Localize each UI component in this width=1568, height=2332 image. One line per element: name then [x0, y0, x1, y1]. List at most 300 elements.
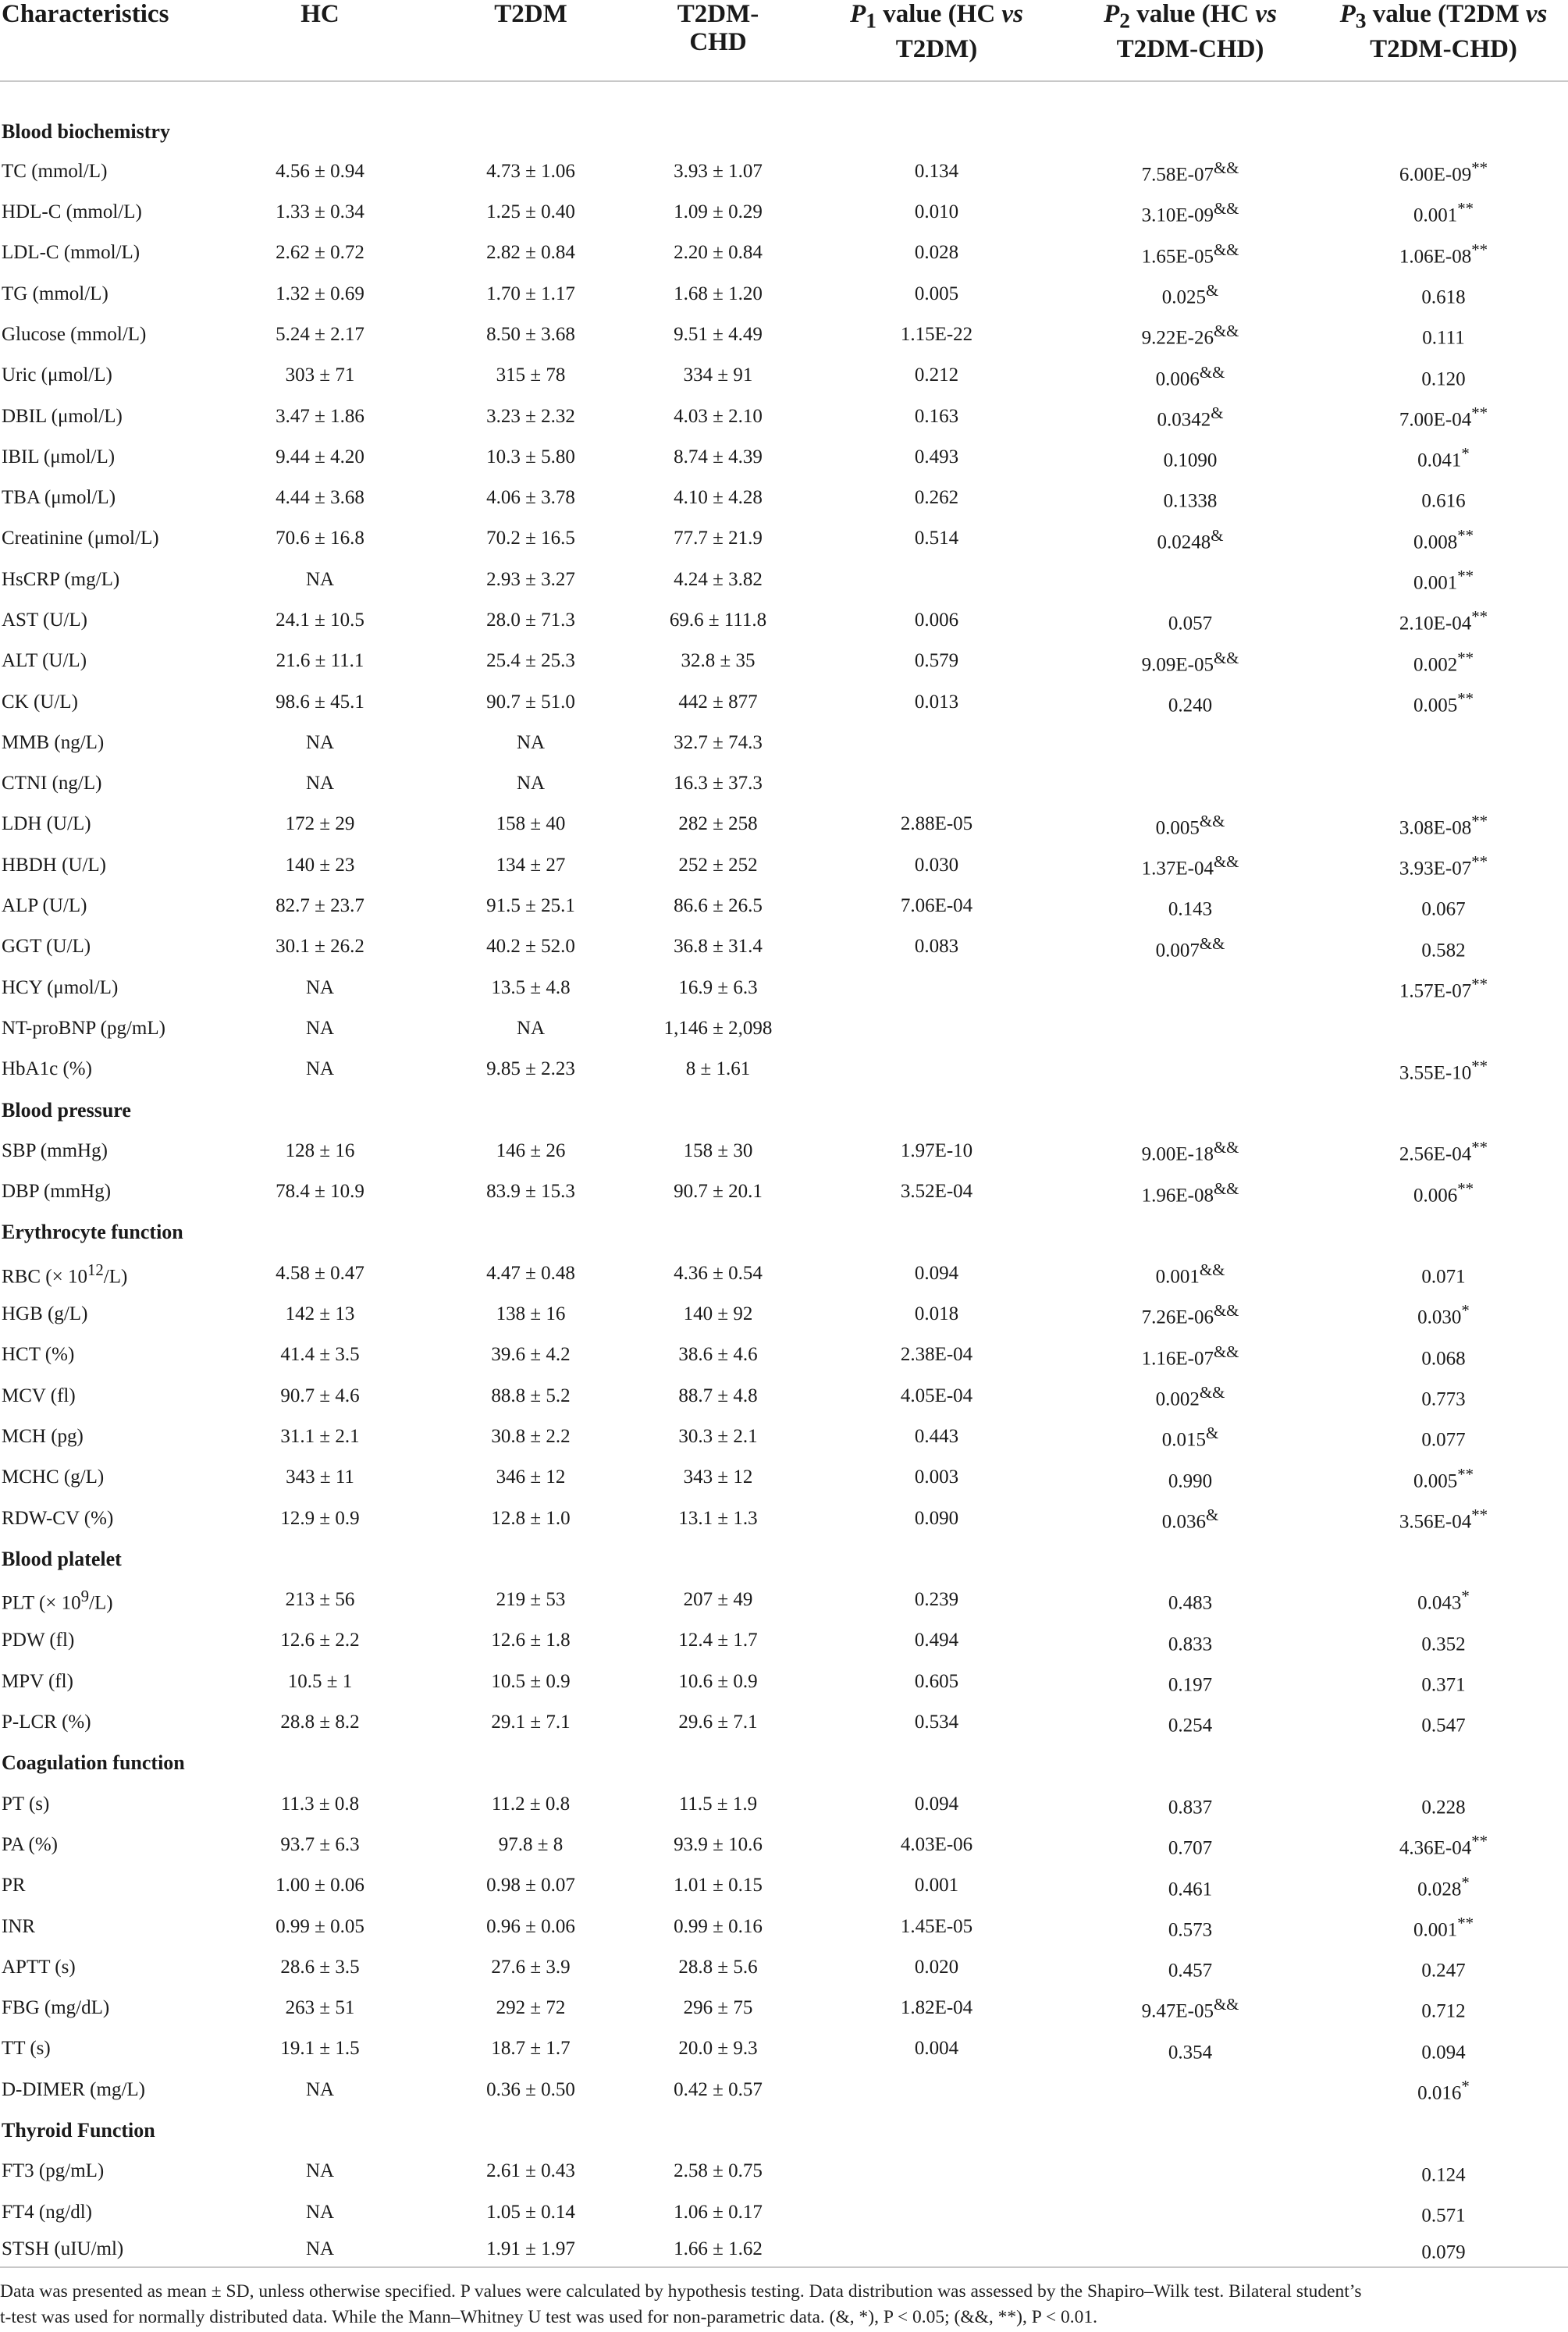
row-label-text: APTT (s) [2, 1956, 76, 1978]
cell-p1: 0.134 [914, 160, 959, 182]
cell-hc: NA [305, 2238, 335, 2259]
table-row [0, 192, 1568, 233]
row-label [0, 1580, 203, 1620]
cell-t2dm-chd: 10.6 ± 0.9 [678, 1670, 758, 1692]
cell-p3-value: 0.071 [1421, 1266, 1466, 1288]
row-label-text: TT (s) [2, 2038, 51, 2060]
cell-p3-mark: * [1461, 1872, 1470, 1892]
table-row [0, 355, 1568, 396]
cell-p2-mark: && [1199, 1382, 1225, 1402]
cell-hc: NA [305, 731, 335, 753]
cell-hc: 9.44 ± 4.20 [276, 446, 364, 467]
row-label [0, 926, 203, 967]
cell-t2dm: 4.47 ± 0.48 [486, 1262, 575, 1284]
row-label-text: FT3 (pg/mL) [2, 2160, 105, 2182]
cell-p1: 0.090 [914, 1507, 959, 1529]
table-row [0, 1457, 1568, 1498]
cell-p3 [1319, 1049, 1568, 1090]
cell-p3-mark: ** [1457, 525, 1474, 545]
cell-p3-mark: ** [1471, 1832, 1488, 1851]
cell-p2 [1061, 1662, 1319, 1702]
row-label-text: STSH (uIU/ml) [2, 2238, 124, 2259]
cell-hc: 303 ± 71 [285, 364, 355, 386]
row-label-text: Uric (μmol/L) [2, 364, 112, 386]
cell-t2dm: 4.73 ± 1.06 [486, 160, 575, 182]
table-body [0, 81, 1568, 2273]
cell-p3 [1319, 1253, 1568, 1294]
cell-p3 [1319, 1662, 1568, 1702]
cell-p2-value: 1.65E-05 [1141, 246, 1214, 267]
cell-p1: 0.006 [914, 610, 959, 631]
cell-p3-mark: ** [1471, 811, 1488, 830]
cell-p3-value: 0.712 [1421, 2000, 1466, 2022]
cell-p3 [1319, 1580, 1568, 1620]
cell-p2-value: 9.00E-18 [1141, 1143, 1214, 1165]
cell-p1: 0.262 [914, 487, 959, 509]
cell-hc: 90.7 ± 4.6 [280, 1385, 360, 1406]
cell-p3-value: 3.08E-08 [1399, 817, 1472, 839]
cell-t2dm: 29.1 ± 7.1 [491, 1712, 571, 1733]
cell-p2 [1061, 723, 1319, 763]
cell-t2dm-chd: 442 ± 877 [678, 691, 758, 713]
row-label-unit-end: /L) [103, 1266, 128, 1288]
cell-p3 [1319, 315, 1568, 355]
cell-p3-value: 0.079 [1421, 2241, 1466, 2263]
row-label-text: D-DIMER (mg/L) [2, 2078, 145, 2100]
table-row [0, 2070, 1568, 2110]
cell-t2dm: 27.6 ± 3.9 [491, 1956, 571, 1978]
cell-p2-mark: & [1211, 403, 1224, 422]
section-title: Blood pressure [2, 1098, 131, 1122]
cell-p2 [1061, 1702, 1319, 1743]
row-label [0, 723, 203, 763]
table-row [0, 151, 1568, 192]
cell-p2-mark: && [1213, 1301, 1239, 1321]
row-label-text: PLT (× 10 [2, 1592, 81, 1614]
row-label-text: MCHC (g/L) [2, 1466, 105, 1488]
row-label-text: PR [2, 1875, 26, 1897]
cell-p1: 0.605 [914, 1670, 959, 1692]
cell-p2 [1061, 1947, 1319, 1988]
cell-p2-value: 0.240 [1168, 695, 1213, 716]
cell-p3 [1319, 1131, 1568, 1171]
cell-p1: 0.094 [914, 1262, 959, 1284]
cell-p1: 0.003 [914, 1466, 959, 1488]
row-label [0, 2192, 203, 2232]
cell-p2 [1061, 1906, 1319, 1946]
table-row [0, 1988, 1568, 2028]
cell-t2dm: 39.6 ± 4.2 [491, 1344, 571, 1366]
section-title: Thyroid Function [2, 2118, 155, 2142]
cell-p1: 1.15E-22 [900, 323, 973, 345]
cell-t2dm-chd: 8 ± 1.61 [685, 1058, 751, 1080]
cell-hc: NA [305, 568, 335, 590]
cell-p3-value: 0.773 [1421, 1388, 1466, 1410]
table-row [0, 1049, 1568, 1090]
cell-t2dm: 70.2 ± 16.5 [486, 528, 575, 549]
cell-t2dm-chd: 28.8 ± 5.6 [678, 1956, 758, 1978]
cell-t2dm: 4.06 ± 3.78 [486, 487, 575, 509]
cell-p3 [1319, 1988, 1568, 2028]
cell-p1: 0.579 [914, 650, 959, 672]
cell-p3-value: 0.002 [1413, 653, 1458, 675]
cell-p2-value: 1.37E-04 [1141, 858, 1214, 880]
cell-t2dm: 12.8 ± 1.0 [491, 1507, 571, 1529]
cell-p2 [1061, 2192, 1319, 2232]
cell-p3-value: 0.005 [1413, 1470, 1458, 1491]
cell-t2dm: 158 ± 40 [496, 813, 566, 835]
cell-t2dm-chd: 343 ± 12 [683, 1466, 753, 1488]
row-label [0, 273, 203, 314]
cell-p2-mark: && [1213, 648, 1239, 667]
cell-t2dm: 1.25 ± 0.40 [486, 201, 575, 223]
cell-hc: NA [305, 2201, 335, 2223]
cell-p3 [1319, 763, 1568, 804]
cell-p3 [1319, 1825, 1568, 1865]
cell-p1 [812, 723, 1061, 763]
cell-t2dm-chd: 88.7 ± 4.8 [678, 1385, 758, 1406]
row-label [0, 437, 203, 478]
cell-p2 [1061, 1580, 1319, 1620]
cell-p3-value: 0.094 [1421, 2042, 1466, 2064]
cell-hc: 4.44 ± 3.68 [276, 487, 364, 509]
cell-p3 [1319, 926, 1568, 967]
cell-p2 [1061, 151, 1319, 192]
footnote-divider [0, 2266, 1568, 2268]
cell-p3-mark: ** [1457, 648, 1474, 667]
cell-p2 [1061, 2151, 1319, 2192]
cell-p3-mark: ** [1457, 1913, 1474, 1932]
cell-p3 [1319, 804, 1568, 844]
row-label [0, 192, 203, 233]
row-label-exponent: 12 [87, 1260, 104, 1280]
cell-p3-mark: ** [1457, 1178, 1474, 1198]
cell-hc: 172 ± 29 [285, 813, 355, 835]
row-label [0, 681, 203, 722]
row-label-text: DBIL (μmol/L) [2, 405, 123, 427]
cell-p2-value: 0.573 [1168, 1919, 1213, 1941]
cell-p3-mark: ** [1471, 240, 1488, 259]
row-label-text: DBP (mmHg) [2, 1181, 112, 1203]
cell-p3-value: 0.616 [1421, 490, 1466, 512]
cell-hc: 3.47 ± 1.86 [276, 405, 364, 427]
cell-p2-value: 0.837 [1168, 1797, 1213, 1818]
cell-p2-value: 7.58E-07 [1141, 164, 1214, 186]
cell-p2-value: 0.833 [1168, 1633, 1213, 1655]
cell-p3 [1319, 1335, 1568, 1375]
cell-hc: 24.1 ± 10.5 [276, 610, 364, 631]
row-label-text: INR [2, 1915, 36, 1937]
cell-p2 [1061, 1335, 1319, 1375]
cell-p3-value: 0.124 [1421, 2163, 1466, 2185]
cell-t2dm: 315 ± 78 [496, 364, 566, 386]
cell-t2dm: 18.7 ± 1.7 [491, 2038, 571, 2060]
cell-t2dm: 12.6 ± 1.8 [491, 1630, 571, 1651]
cell-p1 [812, 968, 1061, 1008]
cell-hc: 4.56 ± 0.94 [276, 160, 364, 182]
cell-p2 [1061, 1620, 1319, 1661]
footnote-line-1: Data was presented as mean ± SD, unless otherwise specified. P values were calculated by hypothesis testing. Data distribution was assessed by the Shapiro–Wilk test. Bilateral student’s [0, 2281, 1362, 2302]
row-label-exponent: 9 [80, 1587, 90, 1606]
cell-p3-value: 0.006 [1413, 1184, 1458, 1206]
section-row [0, 2110, 1568, 2151]
cell-t2dm: 0.98 ± 0.07 [486, 1875, 575, 1897]
row-label-text: MCV (fl) [2, 1385, 76, 1406]
row-label-text: FT4 (ng/dl) [2, 2201, 92, 2223]
cell-p2 [1061, 804, 1319, 844]
cell-p3-value: 3.55E-10 [1399, 1061, 1472, 1083]
cell-p3 [1319, 1783, 1568, 1824]
cell-t2dm: 90.7 ± 51.0 [486, 691, 575, 713]
cell-p3-mark: * [1461, 444, 1470, 464]
cell-p1: 1.45E-05 [900, 1915, 973, 1937]
cell-p3 [1319, 1171, 1568, 1212]
cell-p2 [1061, 233, 1319, 273]
cell-t2dm: 3.23 ± 2.32 [486, 405, 575, 427]
cell-p3 [1319, 641, 1568, 681]
cell-p2-value: 0.025 [1161, 286, 1207, 308]
cell-t2dm: 2.93 ± 3.27 [486, 568, 575, 590]
row-label-text: ALT (U/L) [2, 650, 87, 672]
table-row [0, 2192, 1568, 2232]
header-p2-end: T2DM-CHD) [1116, 34, 1264, 63]
cell-p1: 3.52E-04 [900, 1181, 973, 1203]
table-row [0, 1008, 1568, 1049]
row-label [0, 2070, 203, 2110]
row-label-text: TBA (μmol/L) [2, 487, 116, 509]
cell-p3-value: 0.120 [1421, 368, 1466, 389]
cell-p1: 0.493 [914, 446, 959, 467]
cell-p2 [1061, 1049, 1319, 1090]
cell-t2dm: 91.5 ± 25.1 [486, 895, 575, 917]
cell-p3-value: 0.028 [1417, 1878, 1462, 1900]
cell-p3 [1319, 723, 1568, 763]
row-label [0, 763, 203, 804]
cell-p2 [1061, 1988, 1319, 2028]
row-label-text: HBDH (U/L) [2, 854, 107, 876]
cell-t2dm-chd: 11.5 ± 1.9 [678, 1793, 758, 1815]
cell-t2dm: 134 ± 27 [496, 854, 566, 876]
cell-hc: 30.1 ± 26.2 [276, 936, 364, 958]
cell-t2dm: 40.2 ± 52.0 [486, 936, 575, 958]
row-label-text: PDW (fl) [2, 1630, 75, 1651]
cell-t2dm-chd: 30.3 ± 2.1 [678, 1425, 758, 1447]
cell-p3-value: 3.56E-04 [1399, 1511, 1472, 1533]
row-label [0, 518, 203, 559]
cell-t2dm: 2.61 ± 0.43 [486, 2160, 575, 2182]
cell-t2dm-chd: 86.6 ± 26.5 [674, 895, 763, 917]
row-label-text: RBC (× 10 [2, 1266, 87, 1288]
row-label-text: RDW-CV (%) [2, 1507, 114, 1529]
cell-p3-value: 0.008 [1413, 531, 1458, 553]
table-row [0, 1335, 1568, 1375]
cell-p3 [1319, 478, 1568, 518]
cell-p2-value: 0.707 [1168, 1837, 1213, 1859]
cell-p2-value: 0.354 [1168, 2042, 1213, 2064]
cell-p3-value: 7.00E-04 [1399, 409, 1472, 431]
cell-p3 [1319, 600, 1568, 641]
cell-p1 [812, 1049, 1061, 1090]
table-row [0, 1376, 1568, 1417]
row-label-text: NT-proBNP (pg/mL) [2, 1017, 165, 1039]
table-row [0, 518, 1568, 559]
row-label-text: MPV (fl) [2, 1670, 73, 1692]
row-label-text: HbA1c (%) [2, 1058, 92, 1080]
cell-p3-mark: ** [1471, 158, 1488, 178]
cell-p3 [1319, 273, 1568, 314]
cell-hc: 93.7 ± 6.3 [280, 1833, 360, 1855]
header-p3-end: T2DM-CHD) [1370, 34, 1517, 63]
table-row [0, 1580, 1568, 1620]
cell-p2-mark: && [1199, 362, 1225, 382]
header-p3 [1319, 0, 1568, 81]
cell-p2-value: 3.10E-09 [1141, 204, 1214, 226]
row-label [0, 1049, 203, 1090]
cell-p3-mark: ** [1457, 1464, 1474, 1484]
cell-p3 [1319, 845, 1568, 886]
cell-p3-value: 0.352 [1421, 1633, 1466, 1655]
row-label [0, 1865, 203, 1906]
cell-p2-value: 0.057 [1168, 613, 1213, 635]
cell-t2dm-chd: 8.74 ± 4.39 [674, 446, 763, 467]
cell-p2-value: 0.197 [1168, 1674, 1213, 1696]
row-label-text: HGB (g/L) [2, 1303, 88, 1325]
cell-hc: 343 ± 11 [286, 1466, 354, 1488]
table-row [0, 1702, 1568, 1743]
cell-t2dm: 97.8 ± 8 [498, 1833, 564, 1855]
cell-p2-mark: & [1206, 1424, 1219, 1443]
cell-p2 [1061, 1457, 1319, 1498]
cell-t2dm: 346 ± 12 [496, 1466, 566, 1488]
table-row [0, 600, 1568, 641]
cell-p3 [1319, 396, 1568, 436]
cell-hc: NA [305, 1058, 335, 1080]
table-row [0, 681, 1568, 722]
cell-p3-value: 4.36E-04 [1399, 1837, 1472, 1859]
row-label-text: SBP (mmHg) [2, 1139, 108, 1161]
cell-t2dm: 8.50 ± 3.68 [486, 323, 575, 345]
cell-p1: 0.030 [914, 854, 959, 876]
cell-p3-mark: * [1461, 1301, 1470, 1321]
cell-t2dm: NA [516, 731, 546, 753]
cell-p3-value: 1.06E-08 [1399, 246, 1472, 267]
table-row [0, 1131, 1568, 1171]
cell-hc: 82.7 ± 23.7 [276, 895, 364, 917]
cell-p2-value: 0.006 [1155, 368, 1200, 389]
cell-p1: 7.06E-04 [900, 895, 973, 917]
cell-hc: 28.8 ± 8.2 [280, 1712, 360, 1733]
cell-t2dm-chd: 69.6 ± 111.8 [669, 610, 767, 631]
cell-p2-value: 1.96E-08 [1141, 1184, 1214, 1206]
cell-t2dm-chd: 32.8 ± 35 [681, 650, 756, 672]
cell-p3-value: 0.111 [1422, 327, 1465, 349]
cell-p1: 0.028 [914, 242, 959, 264]
cell-p3-mark: ** [1457, 567, 1474, 586]
row-label-text: FBG (mg/dL) [2, 1997, 110, 2019]
cell-p3-mark: ** [1471, 1505, 1488, 1524]
header-p1-vs: vs [1001, 0, 1023, 28]
row-label-text: HsCRP (mg/L) [2, 568, 120, 590]
row-label [0, 1008, 203, 1049]
table-row [0, 1947, 1568, 1988]
cell-hc: NA [305, 773, 335, 795]
header-p3-sub: 3 [1355, 8, 1367, 33]
table-row [0, 1783, 1568, 1824]
cell-p3 [1319, 2192, 1568, 2232]
cell-p2-value: 0.457 [1168, 1960, 1213, 1982]
cell-p2 [1061, 681, 1319, 722]
cell-p2-value: 0.007 [1155, 940, 1200, 962]
header-p3-text: value (T2DM [1366, 0, 1526, 28]
cell-t2dm-chd: 296 ± 75 [683, 1997, 753, 2019]
cell-p3-value: 0.077 [1421, 1429, 1466, 1451]
cell-p1: 4.05E-04 [900, 1385, 973, 1406]
cell-t2dm: 30.8 ± 2.2 [491, 1425, 571, 1447]
cell-hc: NA [305, 976, 335, 998]
cell-p1: 0.494 [914, 1630, 959, 1651]
row-label-text: HCY (μmol/L) [2, 976, 119, 998]
row-label-text: PA (%) [2, 1833, 59, 1855]
row-label [0, 1906, 203, 1946]
row-label-text: GGT (U/L) [2, 936, 91, 958]
cell-p2-mark: && [1199, 1260, 1225, 1280]
cell-hc: NA [305, 1017, 335, 1039]
row-label-text: IBIL (μmol/L) [2, 446, 116, 467]
header-p1 [812, 0, 1061, 81]
cell-hc: 0.99 ± 0.05 [276, 1915, 364, 1937]
cell-p1: 0.163 [914, 405, 959, 427]
row-label-text: LDH (U/L) [2, 813, 91, 835]
header-p3-letter: P [1339, 0, 1356, 28]
cell-p2-value: 9.09E-05 [1141, 653, 1214, 675]
cell-p3-value: 3.93E-07 [1399, 858, 1472, 880]
cell-p2-value: 0.036 [1161, 1511, 1207, 1533]
row-label [0, 600, 203, 641]
cell-hc: NA [305, 2078, 335, 2100]
cell-p1 [812, 763, 1061, 804]
row-label [0, 1253, 203, 1294]
cell-p2-value: 0.002 [1155, 1388, 1200, 1410]
cell-p1: 0.005 [914, 283, 959, 304]
table-row [0, 763, 1568, 804]
cell-hc: 263 ± 51 [285, 1997, 355, 2019]
cell-p2-mark: & [1211, 525, 1224, 545]
row-label [0, 845, 203, 886]
cell-p2-mark: && [1213, 1178, 1239, 1198]
header-t2dm: T2DM [437, 0, 624, 81]
table-row [0, 1253, 1568, 1294]
cell-p2 [1061, 1376, 1319, 1417]
cell-p3-mark: ** [1457, 199, 1474, 219]
cell-p3 [1319, 1294, 1568, 1335]
cell-p2-mark: && [1213, 1342, 1239, 1361]
cell-p2-value: 0.254 [1168, 1715, 1213, 1737]
cell-hc: 4.58 ± 0.47 [276, 1262, 364, 1284]
cell-t2dm: 0.36 ± 0.50 [486, 2078, 575, 2100]
cell-p2-value: 0.0342 [1157, 409, 1211, 431]
row-label [0, 396, 203, 436]
table-row [0, 1294, 1568, 1335]
cell-p3-value: 0.001 [1413, 204, 1458, 226]
header-p3-vs: vs [1525, 0, 1548, 28]
cell-p2 [1061, 2070, 1319, 2110]
cell-p2 [1061, 1131, 1319, 1171]
cell-p3-mark: ** [1471, 852, 1488, 872]
table-row [0, 478, 1568, 518]
cell-p2-value: 0.1338 [1163, 490, 1218, 512]
table-row [0, 396, 1568, 436]
table-row [0, 560, 1568, 600]
